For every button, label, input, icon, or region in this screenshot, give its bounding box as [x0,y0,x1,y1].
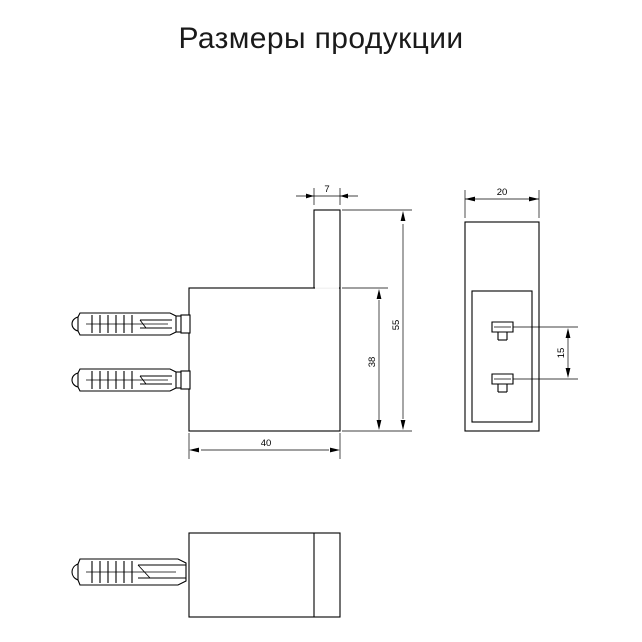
dowel-upper-nose [72,317,78,331]
side-view-body [189,288,340,431]
top-view [72,533,340,617]
arrow-20-right [529,197,539,202]
dim-label-7: 7 [324,184,330,195]
arrow-40-right [330,448,340,453]
top-view-dowel [72,559,186,585]
arrow-15-top [566,328,571,338]
arrow-15-bottom [566,368,571,378]
side-view-top-tab [314,210,340,288]
front-view [465,222,539,431]
top-dowel-nose [72,564,78,580]
arrow-7-left [306,194,314,199]
arrow-38-bottom [377,420,382,430]
arrow-55-top [401,211,406,221]
side-view-dowel-lower [72,369,181,391]
arrow-38-top [377,289,382,299]
arrow-40-left [189,448,199,453]
arrow-20-left [465,197,475,202]
top-view-body [189,533,340,617]
dim-label-38: 38 [367,356,378,368]
arrow-55-bottom [401,420,406,430]
page-title: Размеры продукции [178,22,464,55]
side-view-anchor-plate-upper [181,315,190,333]
side-view-anchor-plate-lower [181,371,190,389]
dim-label-55: 55 [391,319,402,331]
dim-label-15: 15 [556,347,567,359]
arrow-7-right [340,194,348,199]
side-view-dowel-upper [72,313,181,335]
dim-label-40: 40 [260,438,272,449]
front-view-mount-plate [472,291,532,422]
dowel-lower-nose [72,373,78,387]
dim-label-20: 20 [496,187,508,198]
side-view [72,210,340,431]
